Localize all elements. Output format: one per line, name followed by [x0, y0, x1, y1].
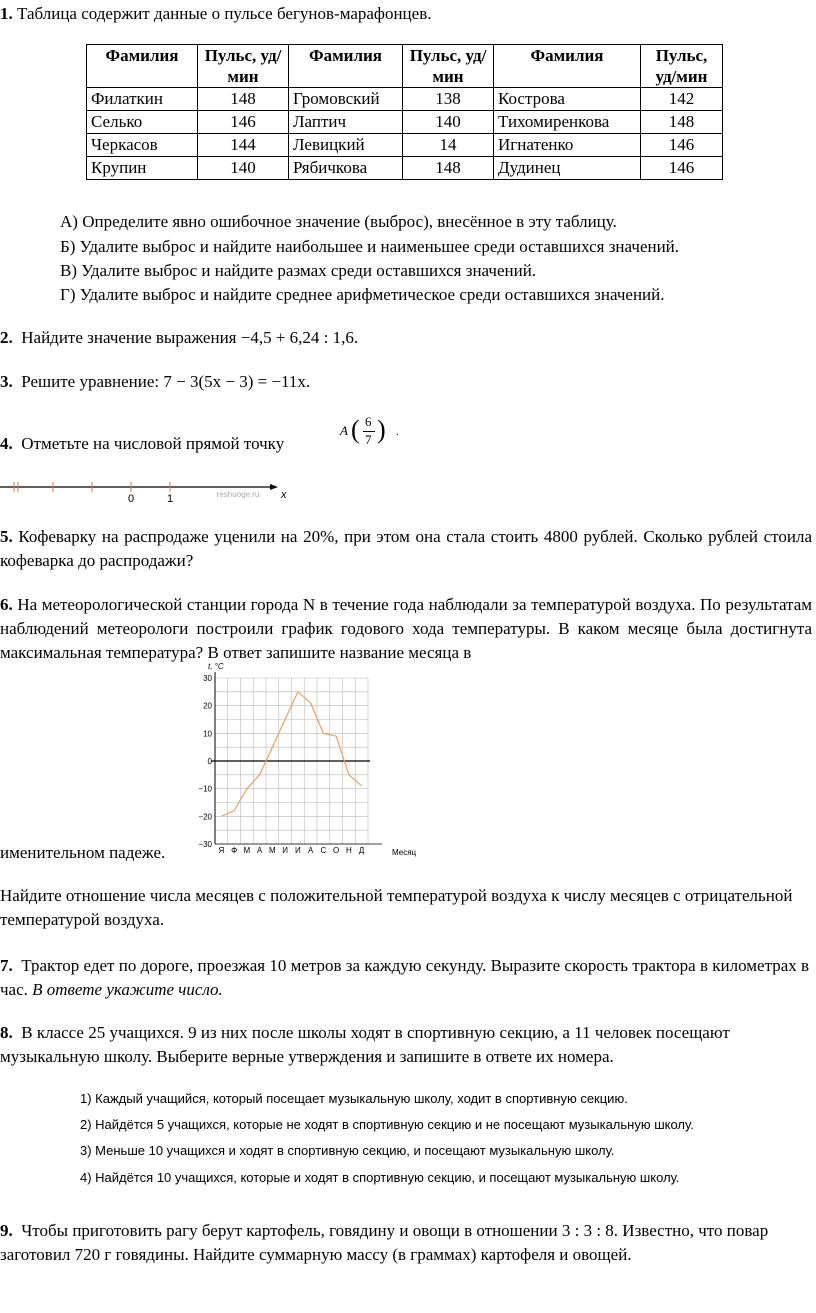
number-line	[0, 476, 290, 506]
task-text: Отметьте на числовой прямой точку	[21, 434, 285, 453]
y-tick-label: −10	[198, 784, 212, 794]
table-cell: 146	[198, 111, 289, 134]
task-instruction: В ответе укажите число.	[32, 980, 223, 999]
table-cell: 138	[403, 88, 494, 111]
option-1: 1) Каждый учащийся, который посещает музыкальную школу, ходит в спортивную секцию.	[80, 1091, 628, 1106]
task-number: 2.	[0, 328, 13, 347]
y-tick-label: 30	[203, 674, 212, 683]
task3-statement	[0, 370, 812, 394]
tick-label-zero: 0	[127, 493, 135, 505]
task2-statement	[0, 326, 812, 350]
table-cell: Громовский	[289, 88, 403, 111]
table-row	[87, 111, 723, 134]
table-cell: Левицкий	[289, 134, 403, 157]
question-d: Г) Удалите выброс и найдите среднее арифметическое среди оставшихся значений.	[60, 285, 665, 304]
chart-y-label: t, °C	[208, 662, 224, 671]
task-number: 4.	[0, 434, 13, 453]
table-header: Фамилия	[289, 45, 403, 88]
task9-statement	[0, 1219, 812, 1267]
tick-label-one: 1	[166, 493, 174, 505]
task-number: 5.	[0, 527, 13, 546]
table-cell: Черкасов	[87, 134, 198, 157]
table-cell: Селько	[87, 111, 198, 134]
table-cell: Филаткин	[87, 88, 198, 111]
table-cell: Рябичкова	[289, 157, 403, 180]
x-tick-label: И	[295, 846, 301, 855]
table-cell: Крупин	[87, 157, 198, 180]
fraction-point	[340, 414, 404, 450]
table-cell: 14	[403, 134, 494, 157]
question-a: А) Определите явно ошибочное значение (выброс), внесённое в эту таблицу.	[60, 212, 617, 231]
table-header: Пульс, уд/мин	[198, 45, 289, 88]
table-cell: 146	[641, 134, 723, 157]
x-tick-label: Я	[218, 846, 225, 855]
table-cell: 140	[403, 111, 494, 134]
task-text: В классе 25 учащихся. 9 из них после школы ходят в спортивную секцию, а 11 человек посещают музыкальную школу. Выберите верные утверждения и запишите в ответе их номера.	[0, 1023, 730, 1066]
task1-statement	[0, 2, 812, 26]
x-tick-label: М	[243, 846, 251, 855]
temperature-chart	[170, 660, 417, 860]
x-tick-label: Ф	[231, 846, 238, 855]
question-c: В) Удалите выброс и найдите размах среди оставшихся значений.	[60, 261, 537, 280]
task-number: 6.	[0, 595, 13, 614]
x-tick-label: А	[307, 846, 314, 855]
axis-label-x: x	[281, 489, 287, 501]
question-b: Б) Удалите выброс и найдите наибольшее и наименьшее среди оставшихся значений.	[60, 237, 680, 256]
chart-y-ticks	[198, 674, 212, 849]
chart-grid	[211, 672, 382, 844]
task-text: Таблица содержит данные о пульсе бегунов-марафонцев.	[17, 4, 432, 23]
option-3: 3) Меньше 10 учащихся и ходят в спортивную секцию, и посещают музыкальную школу.	[80, 1143, 615, 1158]
pulse-table	[86, 44, 723, 180]
option-2: 2) Найдётся 5 учащихся, которые не ходят в спортивную секцию и не посещают музыкальную школу.	[80, 1117, 694, 1132]
task7-statement	[0, 954, 812, 1002]
fraction-denominator: 7	[365, 432, 372, 447]
task-number: 9.	[0, 1221, 13, 1240]
table-cell: Тихомиренкова	[494, 111, 641, 134]
table-row	[87, 88, 723, 111]
x-tick-label: С	[320, 846, 327, 855]
fraction-numerator: 6	[365, 414, 372, 429]
table-cell: 144	[198, 134, 289, 157]
task-text: На метеорологической станции города N в течение года наблюдали за температурой воздуха. По результатам наблюдений метеорологи построили график годового хода температуры. В каком месяце была достигнута максимальная температура? В ответ запишите название месяца в	[0, 595, 812, 662]
table-header: Фамилия	[87, 45, 198, 88]
task-text: Кофеварку на распродаже уценили на 20%, при этом она стала стоить 4800 рублей. Сколько рублей стоила кофеварка до распродажи?	[0, 527, 812, 570]
task4-statement	[0, 432, 812, 456]
task-text: Решите уравнение:	[21, 372, 164, 391]
equation: 7 − 3(5x − 3) = −11x.	[163, 372, 311, 391]
task-text: Найдите значение выражения −4,5 + 6,24 : 1,6.	[21, 328, 359, 347]
task-text: Чтобы приготовить рагу берут картофель, говядину и овощи в отношении 3 : 3 : 8. Известно, что повар заготовил 720 г говядины. Найдите суммарную массу (в граммах) картофеля и овощей.	[0, 1221, 769, 1264]
task6-statement-end: именительном падеже.	[0, 843, 166, 862]
point-label: A	[340, 423, 348, 438]
task-number: 8.	[0, 1023, 13, 1042]
y-tick-label: −20	[198, 812, 212, 822]
table-row	[87, 134, 723, 157]
x-tick-label: О	[333, 846, 340, 855]
option-4: 4) Найдётся 10 учащихся, которые и ходят в спортивную секцию, и посещают музыкальную школу.	[80, 1170, 680, 1185]
table-cell: 142	[641, 88, 723, 111]
period: .	[396, 426, 399, 438]
table-cell: Лаптич	[289, 111, 403, 134]
task5-statement	[0, 525, 812, 573]
x-tick-label: М	[269, 846, 276, 855]
task-number: 3.	[0, 372, 13, 391]
number-line-arrow	[270, 484, 278, 490]
y-tick-label: 0	[207, 757, 212, 766]
table-header-row	[87, 45, 723, 88]
chart-x-ticks	[218, 846, 364, 855]
table-cell: 148	[641, 111, 723, 134]
y-tick-label: −30	[198, 840, 212, 849]
task-number: 1.	[0, 4, 13, 23]
watermark: reshuoge.ru	[216, 490, 260, 499]
right-paren: )	[377, 415, 386, 444]
x-tick-label: А	[256, 846, 263, 855]
table-row	[87, 157, 723, 180]
table-cell: Кострова	[494, 88, 641, 111]
table-cell: 148	[403, 157, 494, 180]
task6-followup: Найдите отношение числа месяцев с положительной температурой воздуха к числу месяцев с отрицательной температурой воздуха.	[0, 886, 793, 929]
chart-x-label: Месяц	[392, 848, 417, 857]
table-cell: 140	[198, 157, 289, 180]
task-number: 7.	[0, 956, 13, 975]
x-tick-label: Н	[345, 846, 352, 855]
table-cell: 146	[641, 157, 723, 180]
y-tick-label: 10	[203, 729, 212, 739]
x-tick-label: Д	[358, 846, 365, 855]
y-tick-label: 20	[203, 701, 212, 711]
table-cell: Игнатенко	[494, 134, 641, 157]
task8-statement	[0, 1021, 812, 1069]
task6-statement	[0, 593, 812, 665]
table-cell: 148	[198, 88, 289, 111]
table-cell: Дудинец	[494, 157, 641, 180]
table-header: Пульс, уд/мин	[641, 45, 723, 88]
task-text: Трактор едет по дороге, проезжая 10 метров за каждую секунду. Выразите скорость трактора в километрах в час.	[0, 956, 810, 999]
x-tick-label: И	[282, 846, 288, 855]
left-paren: (	[351, 415, 360, 444]
table-header: Пульс, уд/мин	[403, 45, 494, 88]
table-header: Фамилия	[494, 45, 641, 88]
